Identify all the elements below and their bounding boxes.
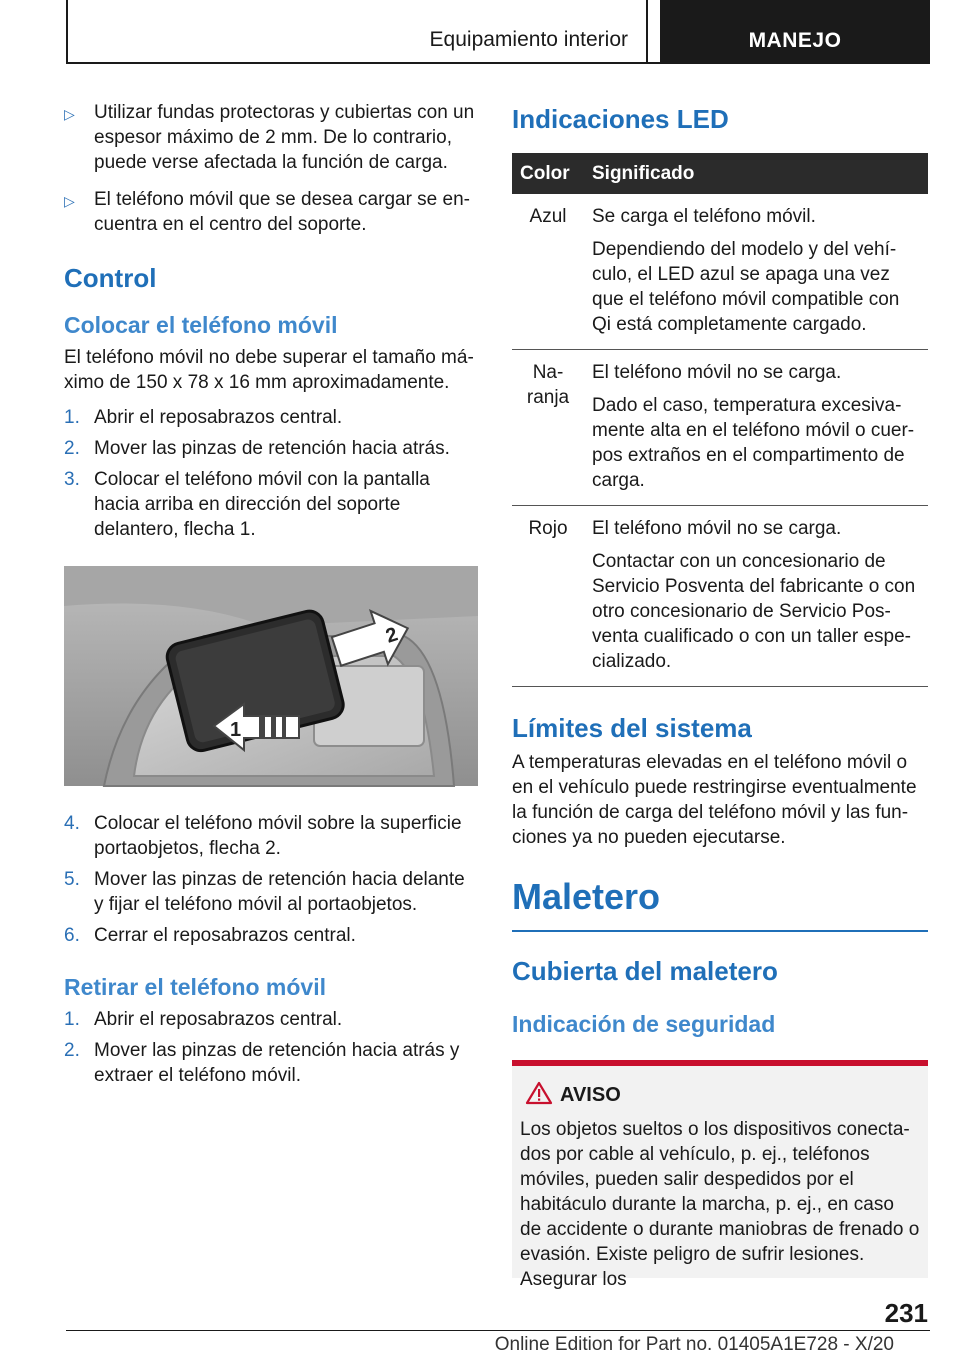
warning-box [512,1060,928,1290]
heading-system-limits: Límites del sistema [512,713,752,743]
step-item: 2. Mover las pinzas de retención hacia atrás y extraer el teléfono móvil. [64,1040,460,1086]
warning-triangle-icon [526,1081,552,1105]
step-item: 4. Colocar el teléfono móvil sobre la superficie portaobjetos, flecha 2. [64,813,462,859]
table-row: Rojo El teléfono móvil no se carga. Contactar con un concesionario de Servicio Posventa del fabricante o con otro concesionario de Servicio Posventa cualificado o con un taller especializado. [512,506,928,687]
step-item: 6. Cerrar el reposabrazos central. [64,925,356,946]
header-section-title: Equipamiento interior [429,28,628,51]
arrow-1-label: 1 [230,719,242,741]
triangle-bullet-icon: ▷ [64,193,75,209]
left-column [64,100,478,1094]
led-table [512,153,928,687]
bullet-item: ▷ Utilizar fundas protectoras y cubiertas con un espesor máximo de 2 mm. De lo contrario, puede verse afectada la función de carga. [64,102,475,173]
step-item: 2. Mover las pinzas de retención hacia atrás. [64,438,450,459]
phone-placement-illustration [64,566,478,786]
heading-place-phone: Colocar el teléfono móvil [64,312,338,338]
step-item: 1. Abrir el reposabrazos central. [64,407,343,428]
right-column [512,100,928,1290]
header-chapter-tab: MANEJO [660,0,930,63]
footer-rule [66,1330,930,1331]
warning-title: AVISO [520,1084,920,1107]
table-row: Naranja El teléfono móvil no se carga. Dado el caso, temperatura excesivamente alta en el teléfono móvil o cuerpos extraños en el compartimento de carga. [512,350,928,506]
header-section-box [66,0,648,63]
heading-safety-note: Indicación de seguridad [512,1011,776,1037]
place-intro: El teléfono móvil no debe superar el tamaño máximo de 150 x 78 x 16 mm aproximadamente. [64,347,474,393]
bullet-item: ▷ El teléfono móvil que se desea cargar se encuentra en el centro del soporte. [64,189,470,235]
step-item: 3. Colocar el teléfono móvil con la pantalla hacia arriba en dirección del soporte delantero, flecha 1. [64,469,430,540]
arrow-2-label: 2 [383,623,401,648]
limits-text: A temperaturas elevadas en el teléfono móvil o en el vehículo puede restringirse eventualmente la función de carga del teléfono móvil y las funciones ya no pueden ejecutarse. [512,752,917,848]
heading-remove-phone: Retirar el teléfono móvil [64,974,327,1000]
heading-control: Control [64,263,157,293]
warning-text: Los objetos sueltos o los dispositivos conectados por cable al vehículo, p. ej., teléfonos móviles, pueden salir despedidos por el habitáculo durante la marcha, p. ej., en caso de accidente o durante maniobras de frenado o evasión. Existe peligro de sufrir lesiones. Asegurar los [520,1119,920,1290]
page-number: 231 [884,1298,928,1328]
footer-edition: Online Edition for Part no. 01405A1E728 - X/20 [494,1334,894,1355]
triangle-bullet-icon: ▷ [64,106,75,122]
step-item: 1. Abrir el reposabrazos central. [64,1009,343,1030]
header-rule [66,62,930,64]
heading-trunk-cover: Cubierta del maletero [512,956,778,986]
table-header-color: Color [512,153,584,194]
table-row: Azul Se carga el teléfono móvil. Dependiendo del modelo y del vehículo, el LED azul se apaga una vez que el teléfono móvil compatible con Qi está completamente cargado. [512,194,928,350]
heading-maletero: Maletero [512,876,928,932]
heading-led: Indicaciones LED [512,104,729,134]
step-item: 5. Mover las pinzas de retención hacia delante y fijar el teléfono móvil al portaobjetos. [64,869,465,915]
table-header-meaning: Significado [584,153,928,194]
